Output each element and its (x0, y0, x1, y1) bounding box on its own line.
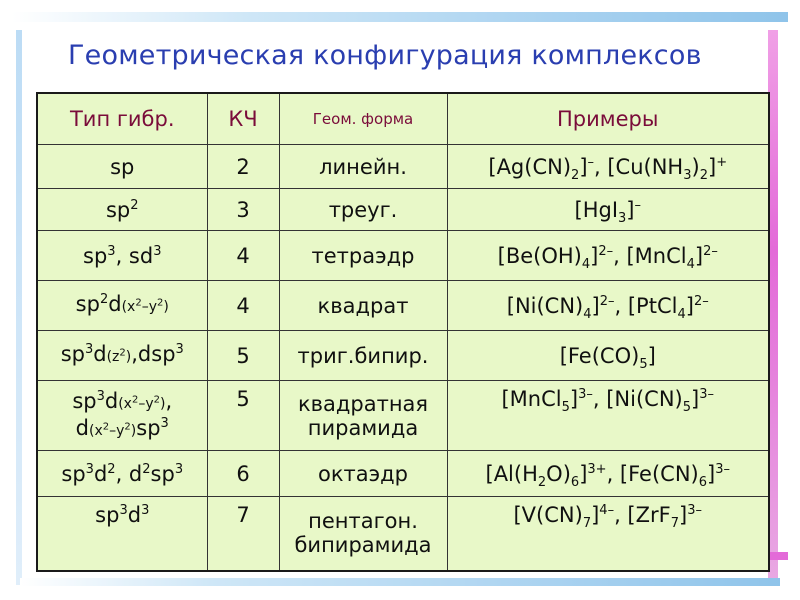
shape-cell: квадратная пирамида (279, 381, 447, 451)
top-decor-bar (12, 12, 788, 22)
examples-cell: $[Ni(CN)_4]^{2-}$, [PtCl$_4$]$^{2-}$ (447, 281, 769, 331)
shape-cell: тетраэдр (279, 231, 447, 281)
examples-cell: [MnCl$_5$]$^{3-}$, $[Ni(CN)_5]^{3-}$ (447, 381, 769, 451)
table-row (37, 145, 769, 189)
hybrid-cell: sp (37, 145, 207, 189)
table-row (37, 381, 769, 451)
table-row (37, 281, 769, 331)
cn-cell: 5 (207, 381, 279, 451)
hybridization-table (36, 92, 770, 572)
cn-cell: 7 (207, 497, 279, 571)
examples-cell: $[Fe(CO)_5]$ (447, 331, 769, 381)
hybrid-cell: $sp^3d(x^2-y^2)$, $d(x^2-y^2)sp^3$ (37, 381, 207, 451)
examples-cell: $[Ag(CN)_2]^-$, $[Cu(NH_3)_2]^+$ (447, 145, 769, 189)
table-row (37, 231, 769, 281)
hybrid-cell: $sp^2d(x^2-y^2)$ (37, 281, 207, 331)
shape-cell: октаэдр (279, 451, 447, 497)
cn-cell: 4 (207, 281, 279, 331)
cn-cell: 6 (207, 451, 279, 497)
left-decor-bar (16, 30, 22, 585)
table-row (37, 451, 769, 497)
hybrid-cell: $sp^3d^2$, $d^2sp^3$ (37, 451, 207, 497)
cn-cell: 2 (207, 145, 279, 189)
examples-cell: $[Be(OH)_4]^{2-}$, [MnCl$_4$]$^{2-}$ (447, 231, 769, 281)
cn-cell: 3 (207, 189, 279, 231)
table-row (37, 189, 769, 231)
table-row (37, 331, 769, 381)
table-header-row (37, 93, 769, 145)
shape-cell: триг.бипир. (279, 331, 447, 381)
header-shape: Геом. форма (279, 93, 447, 145)
examples-cell: [HgI$_3$]– (447, 189, 769, 231)
table-row (37, 497, 769, 571)
shape-cell: пентагон. бипирамида (279, 497, 447, 571)
examples-cell: $[Al(H_2O)_6]^{3+}$, $[Fe(CN)_6]^{3-}$ (447, 451, 769, 497)
shape-cell: треуг. (279, 189, 447, 231)
cn-cell: 5 (207, 331, 279, 381)
shape-cell: линейн. (279, 145, 447, 189)
header-hybrid: Тип гибр. (37, 93, 207, 145)
cn-cell: 4 (207, 231, 279, 281)
hybrid-cell: $sp^3d(z^2),dsp^3$ (37, 331, 207, 381)
hybrid-cell: $sp^2$ (37, 189, 207, 231)
header-cn: КЧ (207, 93, 279, 145)
page-title: Геометрическая конфигурация комплексов (68, 40, 702, 71)
bottom-decor-bar (20, 578, 780, 586)
hybrid-cell: $sp^3d^3$ (37, 497, 207, 571)
header-examples: Примеры (447, 93, 769, 145)
hybrid-cell: $sp^3$, $sd^3$ (37, 231, 207, 281)
shape-cell: квадрат (279, 281, 447, 331)
examples-cell: $[V(CN)_7]^{4-}$, $[ZrF_7]^{3-}$ (447, 497, 769, 571)
